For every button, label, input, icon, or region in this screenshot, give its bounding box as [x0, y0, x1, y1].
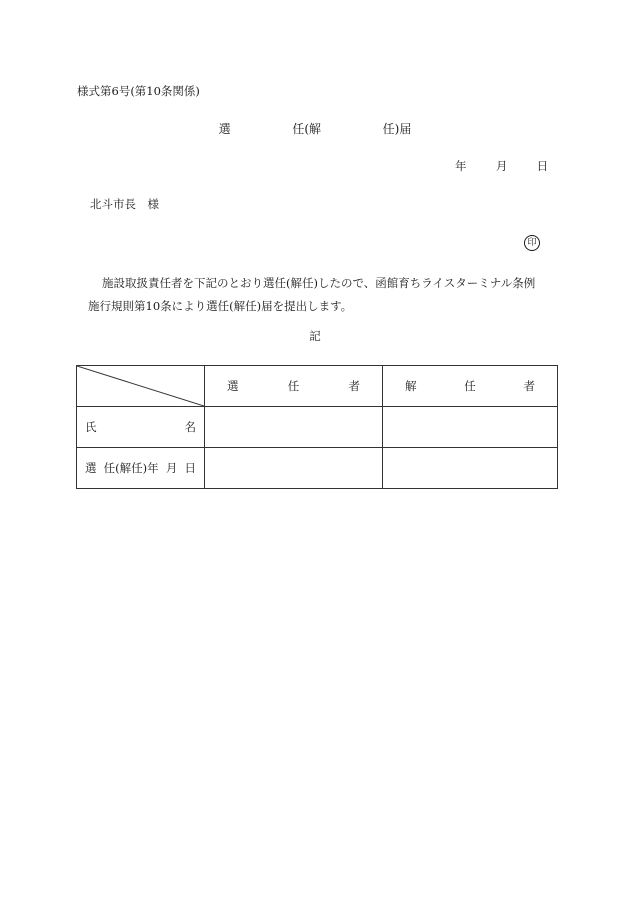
ki-heading: 記 [309, 329, 321, 343]
label-char: 日 [184, 461, 196, 475]
header-char: 者 [523, 379, 535, 393]
body-text [88, 272, 558, 318]
row-label-name [77, 407, 205, 448]
header-char: 解 [405, 379, 417, 393]
date-year-label: 年 [455, 159, 467, 173]
appointee-name-cell[interactable] [205, 407, 383, 448]
dismissee-name-cell[interactable] [383, 407, 558, 448]
diagonal-header-cell [77, 366, 205, 407]
dismissee-date-cell[interactable] [383, 448, 558, 489]
header-char: 任 [287, 379, 300, 393]
date-line [455, 161, 548, 173]
form-number: 様式第6号(第10条関係) [77, 84, 200, 98]
date-day-label: 日 [536, 159, 549, 173]
document-title [0, 123, 630, 135]
diagonal-line [77, 366, 204, 406]
table-header-row [77, 366, 558, 407]
table-row [77, 448, 558, 489]
label-char: 氏 [85, 420, 97, 434]
date-month-label: 月 [495, 159, 508, 173]
label-char: 任(解任)年 [103, 461, 159, 475]
title-part: 選 [218, 122, 231, 136]
appointment-table [76, 365, 558, 489]
addressee: 北斗市長 様 [90, 197, 159, 211]
body-line-1: 施設取扱責任者を下記のとおり選任(解任)したので、函館育ちライスターミナル条例 [102, 276, 536, 290]
label-char: 選 [85, 461, 97, 475]
header-char: 者 [348, 379, 360, 393]
header-char: 選 [227, 379, 239, 393]
appointee-date-cell[interactable] [205, 448, 383, 489]
label-char: 名 [184, 420, 196, 434]
dismissee-header [383, 366, 558, 407]
label-char: 月 [165, 461, 178, 475]
table-row [77, 407, 558, 448]
title-part: 任(解 [292, 122, 321, 136]
appointee-header [205, 366, 383, 407]
title-part: 任)届 [382, 122, 412, 136]
row-label-date [77, 448, 205, 489]
header-char: 任 [464, 379, 476, 393]
seal-mark: 印 [524, 235, 540, 251]
body-line-2: 施行規則第10条により選任(解任)届を提出します。 [88, 299, 353, 313]
